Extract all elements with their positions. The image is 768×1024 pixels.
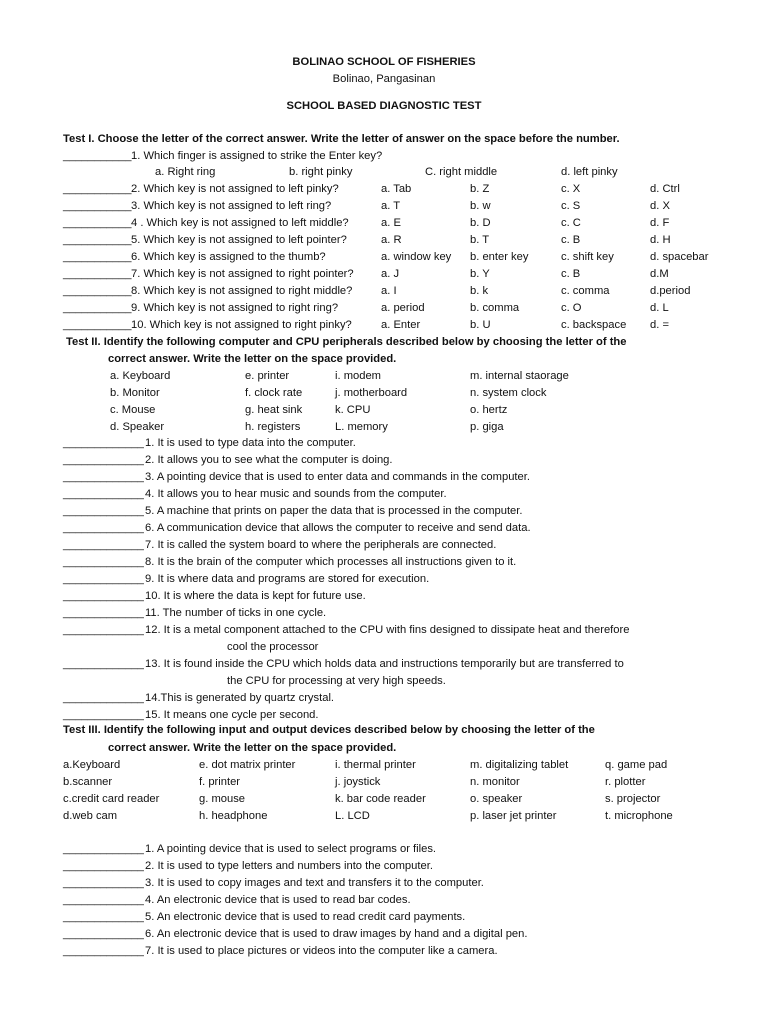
- question-text: 14.This is generated by quartz crystal.: [145, 692, 335, 704]
- answer-blank[interactable]: _____________: [63, 522, 144, 534]
- choice-option: h. headphone: [199, 810, 268, 822]
- choice-d: d. H: [650, 234, 671, 246]
- test1-question-1: [0, 148, 768, 165]
- question-text: 4 . Which key is not assigned to left middle?: [131, 217, 349, 229]
- choice-option: m. internal staorage: [470, 370, 569, 382]
- choice-option: L. LCD: [335, 810, 370, 822]
- choice-d: d. =: [650, 319, 669, 331]
- choice-a: a. period: [381, 302, 425, 314]
- answer-blank[interactable]: _____________: [63, 624, 144, 636]
- answer-blank[interactable]: _____________: [63, 658, 144, 670]
- choice-d: d.period: [650, 285, 691, 297]
- question-text: 6. A communication device that allows the computer to receive and send data.: [145, 522, 531, 534]
- answer-blank[interactable]: _____________: [63, 607, 144, 619]
- answer-blank[interactable]: ___________: [63, 319, 132, 331]
- test1-instruction: Test I. Choose the letter of the correct answer. Write the letter of answer on the space before the number.: [63, 133, 620, 145]
- test2-question: [0, 520, 768, 537]
- answer-blank[interactable]: _____________: [63, 843, 144, 855]
- choice-a: a. J: [381, 268, 400, 280]
- test1-question-1-choices: [0, 164, 768, 181]
- test2-question: [0, 690, 768, 707]
- choice-option: g. heat sink: [245, 404, 303, 416]
- question-text: 2. It is used to type letters and numbers into the computer.: [145, 860, 433, 872]
- choice-option: n. monitor: [470, 776, 520, 788]
- test1-question-3: [0, 198, 768, 215]
- choice-option: o. speaker: [470, 793, 523, 805]
- answer-blank[interactable]: _____________: [63, 556, 144, 568]
- test2-question: [0, 435, 768, 452]
- test1-question-7: [0, 266, 768, 283]
- choice-a: a. E: [381, 217, 401, 229]
- test3-question: [0, 892, 768, 909]
- question-text: 7. It is called the system board to where the peripherals are connected.: [145, 539, 497, 551]
- choice-c: c. S: [561, 200, 581, 212]
- choice-c: c. comma: [561, 285, 610, 297]
- choice-d: d.M: [650, 268, 669, 280]
- choice-option: h. registers: [245, 421, 301, 433]
- choice-option: i. modem: [335, 370, 382, 382]
- question-text: 13. It is found inside the CPU which holds data and instructions temporarily but are transferred to: [145, 658, 624, 670]
- test2-question: [0, 486, 768, 503]
- choice-d: d. spacebar: [650, 251, 709, 263]
- answer-blank[interactable]: _____________: [63, 539, 144, 551]
- answer-blank[interactable]: ___________: [63, 150, 132, 162]
- choice-option: b. Monitor: [110, 387, 160, 399]
- test3-question: [0, 943, 768, 960]
- test3-choice-row: [0, 774, 768, 791]
- answer-blank[interactable]: _____________: [63, 471, 144, 483]
- test2-question: [0, 554, 768, 571]
- answer-blank[interactable]: ___________: [63, 302, 132, 314]
- test1-question-2: [0, 181, 768, 198]
- choice-b: b. w: [470, 200, 491, 212]
- question-text-continued: cool the processor: [227, 641, 319, 653]
- test1-question-5: [0, 232, 768, 249]
- choice-c: c. shift key: [561, 251, 614, 263]
- answer-blank[interactable]: _____________: [63, 877, 144, 889]
- question-text: 4. It allows you to hear music and sounds from the computer.: [145, 488, 447, 500]
- test-title: SCHOOL BASED DIAGNOSTIC TEST: [286, 100, 482, 112]
- choice-b: b. Y: [470, 268, 490, 280]
- question-text: 5. An electronic device that is used to read credit card payments.: [145, 911, 466, 923]
- choice-option: c. Mouse: [110, 404, 156, 416]
- choice-option: n. system clock: [470, 387, 547, 399]
- school-name: BOLINAO SCHOOL OF FISHERIES: [292, 56, 476, 68]
- test1-question-4: [0, 215, 768, 232]
- choice-option: L. memory: [335, 421, 388, 433]
- school-location: Bolinao, Pangasinan: [332, 73, 436, 85]
- choice-option: f. printer: [199, 776, 241, 788]
- choice-c: c. X: [561, 183, 581, 195]
- answer-blank[interactable]: _____________: [63, 573, 144, 585]
- choice-b: b. Z: [470, 183, 490, 195]
- answer-blank[interactable]: _____________: [63, 709, 144, 721]
- test2-choice-row: [0, 402, 768, 419]
- answer-blank[interactable]: ___________: [63, 183, 132, 195]
- question-text: 3. It is used to copy images and text and transfers it to the computer.: [145, 877, 484, 889]
- choice-b: b. D: [470, 217, 491, 229]
- test2-question: [0, 537, 768, 554]
- choice-option: r. plotter: [605, 776, 646, 788]
- choice-option: t. microphone: [605, 810, 673, 822]
- question-text: 6. Which key is assigned to the thumb?: [131, 251, 326, 263]
- test1-question-10: [0, 317, 768, 334]
- test2-question: [0, 503, 768, 520]
- choice-c: c. B: [561, 268, 581, 280]
- answer-blank[interactable]: _____________: [63, 488, 144, 500]
- test2-question: [0, 605, 768, 622]
- choice-option: j. motherboard: [335, 387, 408, 399]
- answer-blank[interactable]: ___________: [63, 200, 132, 212]
- answer-blank[interactable]: _____________: [63, 945, 144, 957]
- choice-option: e. dot matrix printer: [199, 759, 296, 771]
- test2-instruction: Test II. Identify the following computer and CPU peripherals described below by choosing the letter of the: [66, 336, 627, 348]
- choice-d: d. Ctrl: [650, 183, 680, 195]
- choice-d: d. F: [650, 217, 670, 229]
- test1-question-8: [0, 283, 768, 300]
- question-text: 5. A machine that prints on paper the data that is processed in the computer.: [145, 505, 523, 517]
- test3-instruction-cont: correct answer. Write the letter on the space provided.: [108, 742, 397, 754]
- question-text: 15. It means one cycle per second.: [145, 709, 319, 721]
- choice-option: d.web cam: [63, 810, 118, 822]
- question-text-continued: the CPU for processing at very high speeds.: [227, 675, 446, 687]
- question-text: 2. Which key is not assigned to left pinky?: [131, 183, 339, 195]
- choice-option: k. CPU: [335, 404, 371, 416]
- answer-blank[interactable]: _____________: [63, 894, 144, 906]
- choice-c: C. right middle: [425, 166, 498, 178]
- answer-blank[interactable]: _____________: [63, 505, 144, 517]
- choice-b: b. T: [470, 234, 490, 246]
- question-text: 7. Which key is not assigned to right pointer?: [131, 268, 354, 280]
- question-text: 1. A pointing device that is used to select programs or files.: [145, 843, 437, 855]
- answer-blank[interactable]: _____________: [63, 590, 144, 602]
- choice-option: f. clock rate: [245, 387, 303, 399]
- test1-question-6: [0, 249, 768, 266]
- answer-blank[interactable]: _____________: [63, 860, 144, 872]
- test2-question: [0, 469, 768, 486]
- question-text: 4. An electronic device that is used to read bar codes.: [145, 894, 411, 906]
- choice-b: b. k: [470, 285, 489, 297]
- choice-option: j. joystick: [335, 776, 381, 788]
- choice-option: k. bar code reader: [335, 793, 426, 805]
- question-text: 9. Which key is not assigned to right ring?: [131, 302, 339, 314]
- choice-a: a. I: [381, 285, 397, 297]
- question-text: 6. An electronic device that is used to draw images by hand and a digital pen.: [145, 928, 528, 940]
- choice-option: e. printer: [245, 370, 290, 382]
- test2-question: [0, 622, 768, 639]
- answer-blank[interactable]: ___________: [63, 251, 132, 263]
- answer-blank[interactable]: _____________: [63, 911, 144, 923]
- question-text: 11. The number of ticks in one cycle.: [145, 607, 327, 619]
- choice-option: a. Keyboard: [110, 370, 171, 382]
- question-text: 10. Which key is not assigned to right pinky?: [131, 319, 352, 331]
- choice-b: b. U: [470, 319, 491, 331]
- answer-blank[interactable]: ___________: [63, 285, 132, 297]
- question-text: 12. It is a metal component attached to the CPU with fins designed to dissipate heat and therefore: [145, 624, 630, 636]
- choice-option: p. giga: [470, 421, 504, 433]
- choice-c: c. B: [561, 234, 581, 246]
- choice-a: a. Enter: [381, 319, 421, 331]
- test3-question: [0, 875, 768, 892]
- choice-d: d. left pinky: [561, 166, 618, 178]
- test1-question-9: [0, 300, 768, 317]
- choice-b: b. comma: [470, 302, 520, 314]
- question-text: 8. It is the brain of the computer which processes all instructions given to it.: [145, 556, 517, 568]
- test2-choice-row: [0, 385, 768, 402]
- answer-blank[interactable]: _____________: [63, 437, 144, 449]
- choice-option: p. laser jet printer: [470, 810, 557, 822]
- answer-blank[interactable]: _____________: [63, 692, 144, 704]
- question-text: 3. A pointing device that is used to enter data and commands in the computer.: [145, 471, 530, 483]
- choice-option: b.scanner: [63, 776, 113, 788]
- question-text: 1. It is used to type data into the computer.: [145, 437, 356, 449]
- test3-choice-row: [0, 791, 768, 808]
- choice-a: a. R: [381, 234, 402, 246]
- test3-question: [0, 909, 768, 926]
- test3-question: [0, 858, 768, 875]
- choice-d: d. X: [650, 200, 670, 212]
- choice-a: a. Right ring: [155, 166, 216, 178]
- choice-b: b. right pinky: [289, 166, 353, 178]
- answer-blank[interactable]: ___________: [63, 268, 132, 280]
- choice-option: d. Speaker: [110, 421, 165, 433]
- choice-c: c. C: [561, 217, 581, 229]
- answer-blank[interactable]: ___________: [63, 217, 132, 229]
- test3-choice-row: [0, 757, 768, 774]
- choice-c: c. O: [561, 302, 582, 314]
- test3-choice-row: [0, 808, 768, 825]
- choice-option: c.credit card reader: [63, 793, 160, 805]
- choice-option: g. mouse: [199, 793, 246, 805]
- test2-question: [0, 656, 768, 673]
- test2-question-continuation: [0, 639, 768, 656]
- answer-blank[interactable]: _____________: [63, 454, 144, 466]
- test3-question: [0, 841, 768, 858]
- test3-question: [0, 926, 768, 943]
- test2-question: [0, 588, 768, 605]
- test2-question: [0, 452, 768, 469]
- test2-choice-row: [0, 419, 768, 436]
- choice-option: s. projector: [605, 793, 661, 805]
- choice-option: o. hertz: [470, 404, 508, 416]
- question-text: 8. Which key is not assigned to right middle?: [131, 285, 353, 297]
- choice-a: a. T: [381, 200, 401, 212]
- question-text: 10. It is where the data is kept for future use.: [145, 590, 366, 602]
- question-text: 2. It allows you to see what the computer is doing.: [145, 454, 393, 466]
- question-text: 3. Which key is not assigned to left ring?: [131, 200, 332, 212]
- choice-option: i. thermal printer: [335, 759, 416, 771]
- test2-instruction-cont: correct answer. Write the letter on the space provided.: [108, 353, 397, 365]
- answer-blank[interactable]: ___________: [63, 234, 132, 246]
- choice-b: b. enter key: [470, 251, 529, 263]
- choice-option: q. game pad: [605, 759, 668, 771]
- question-text: 9. It is where data and programs are stored for execution.: [145, 573, 430, 585]
- question-text: 1. Which finger is assigned to strike the Enter key?: [131, 150, 383, 162]
- choice-a: a. window key: [381, 251, 452, 263]
- choice-option: m. digitalizing tablet: [470, 759, 569, 771]
- test2-question: [0, 571, 768, 588]
- question-text: 7. It is used to place pictures or videos into the computer like a camera.: [145, 945, 498, 957]
- choice-d: d. L: [650, 302, 669, 314]
- answer-blank[interactable]: _____________: [63, 928, 144, 940]
- choice-a: a. Tab: [381, 183, 412, 195]
- test2-choice-row: [0, 368, 768, 385]
- question-text: 5. Which key is not assigned to left pointer?: [131, 234, 347, 246]
- test2-question-continuation: [0, 673, 768, 690]
- choice-c: c. backspace: [561, 319, 627, 331]
- choice-option: a.Keyboard: [63, 759, 121, 771]
- test3-instruction: Test III. Identify the following input and output devices described below by choosing the letter of the: [63, 724, 595, 736]
